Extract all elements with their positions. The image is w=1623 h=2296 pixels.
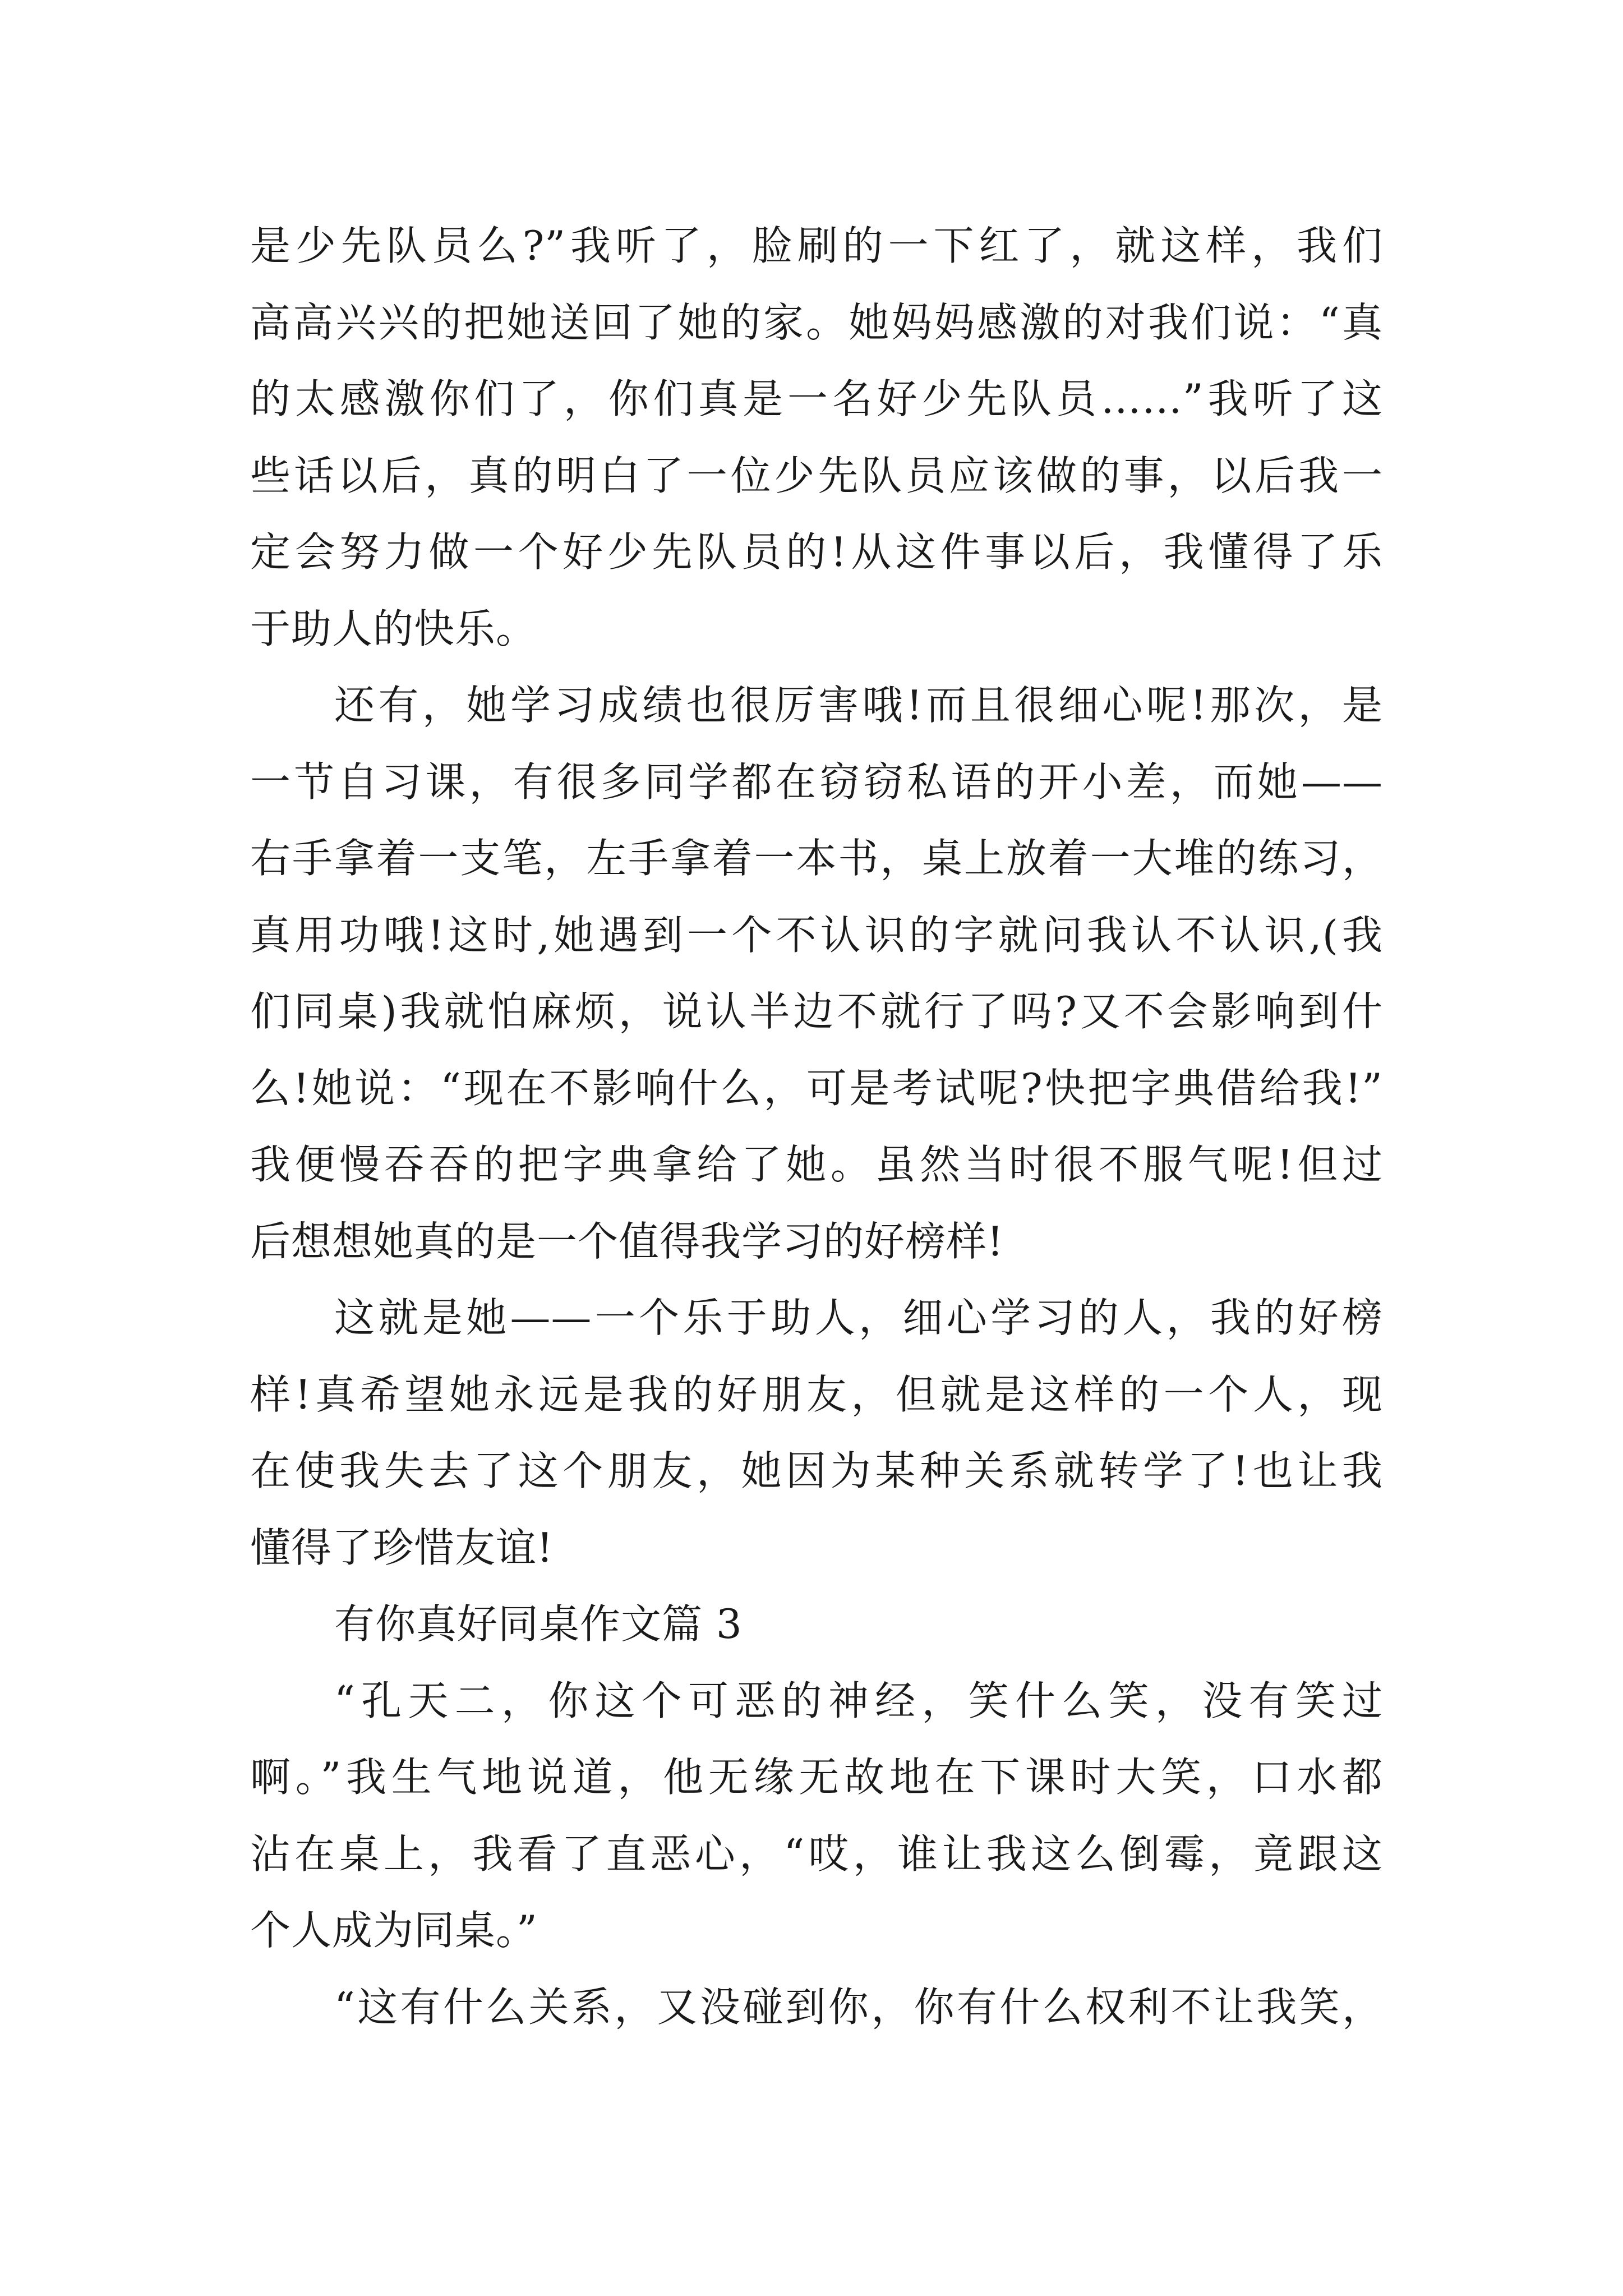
text-line: 真用功哦!这时,她遇到一个不认识的字就问我认不认识,(我 (250, 911, 1383, 959)
text-line: 是少先队员么?”我听了，脸刷的一下红了，就这样，我们 (250, 222, 1383, 269)
text-line: 我便慢吞吞的把字典拿给了她。虽然当时很不服气呢!但过 (250, 1141, 1383, 1188)
text-line: 懂得了珍惜友谊! (250, 1524, 554, 1571)
text-line: 于助人的快乐。 (250, 605, 537, 652)
text-line: 些话以后，真的明白了一位少先队员应该做的事，以后我一 (250, 452, 1383, 499)
text-line: 啊。”我生气地说道，他无缘无故地在下课时大笑，口水都 (250, 1754, 1383, 1801)
text-line: 一节自习课，有很多同学都在窃窃私语的开小差，而她—— (250, 758, 1383, 806)
text-line: 么!她说：“现在不影响什么，可是考试呢?快把字典借给我!” (250, 1064, 1383, 1112)
paragraph-first-line: “这有什么关系，又没碰到你，你有什么权利不让我笑， (334, 1983, 1383, 2031)
text-line: 沾在桌上，我看了直恶心，“哎，谁让我这么倒霉，竟跟这 (250, 1830, 1383, 1878)
paragraph-first-line: 还有，她学习成绩也很厉害哦!而且很细心呢!那次，是 (334, 682, 1383, 729)
paragraph-first-line: “孔天二，你这个可恶的神经，笑什么笑，没有笑过 (334, 1677, 1383, 1724)
text-line: 的太感激你们了，你们真是一名好少先队员……”我听了这 (250, 375, 1383, 422)
section-heading: 有你真好同桌作文篇 3 (334, 1600, 743, 1648)
document-body (250, 208, 1383, 2045)
text-line: 个人成为同桌。” (250, 1907, 538, 1954)
text-line: 右手拿着一支笔，左手拿着一本书，桌上放着一大堆的练习， (250, 835, 1383, 882)
text-line: 后想想她真的是一个值得我学习的好榜样! (250, 1217, 1004, 1265)
text-line: 定会努力做一个好少先队员的!从这件事以后，我懂得了乐 (250, 528, 1383, 576)
text-line: 样!真希望她永远是我的好朋友，但就是这样的一个人，现 (250, 1370, 1383, 1418)
text-line: 在使我失去了这个朋友，她因为某种关系就转学了!也让我 (250, 1447, 1383, 1494)
text-line: 高高兴兴的把她送回了她的家。她妈妈感激的对我们说：“真 (250, 298, 1383, 346)
text-line: 们同桌)我就怕麻烦，说认半边不就行了吗?又不会影响到什 (250, 988, 1383, 1035)
paragraph-first-line: 这就是她——一个乐于助人，细心学习的人，我的好榜 (334, 1294, 1383, 1341)
